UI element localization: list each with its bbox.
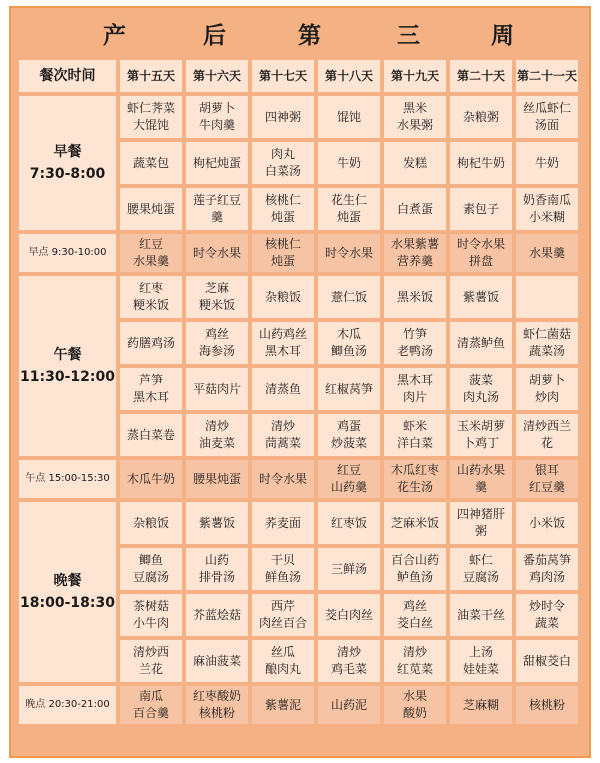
dish-cell: 丝瓜 酿肉丸 [252, 640, 314, 682]
header-day: 第十七天 [252, 60, 314, 92]
dish-cell: 山药鸡丝 黑木耳 [252, 322, 314, 364]
dish-cell: 牛奶 [318, 142, 380, 184]
dish-cell [516, 276, 578, 318]
meal-time-label-breakfast: 早餐 7:30-8:00 [19, 96, 116, 230]
dish-cell: 时令水果 [186, 234, 248, 272]
dish-cell: 肉丸 白菜汤 [252, 142, 314, 184]
dish-cell: 玉米胡萝 卜鸡丁 [450, 414, 512, 456]
title-char: 三 [397, 23, 421, 49]
dish-cell: 蔬菜包 [120, 142, 182, 184]
dish-cell: 油菜干丝 [450, 594, 512, 636]
dish-cell: 山药水果 羹 [450, 460, 512, 498]
dish-cell: 花生仁 炖蛋 [318, 188, 380, 230]
dish-cell: 炒时令 蔬菜 [516, 594, 578, 636]
dish-cell: 杂粮粥 [450, 96, 512, 138]
header-day: 第二十一天 [516, 60, 578, 92]
dish-cell: 杂粮饭 [252, 276, 314, 318]
dish-cell: 时令水果 拼盘 [450, 234, 512, 272]
dish-cell: 平菇肉片 [186, 368, 248, 410]
dish-cell: 鸡丝 海参汤 [186, 322, 248, 364]
dish-cell: 三鲜汤 [318, 548, 380, 590]
header-meal-time: 餐次时间 [19, 60, 116, 92]
dish-cell: 南瓜 百合羹 [120, 686, 182, 724]
header-day: 第十六天 [186, 60, 248, 92]
meal-time-label-snack3: 晚点 20:30-21:00 [19, 686, 116, 724]
dish-cell: 竹笋 老鸭汤 [384, 322, 446, 364]
dish-cell: 虾仁荠菜 大馄饨 [120, 96, 182, 138]
dish-cell: 枸杞牛奶 [450, 142, 512, 184]
dish-cell: 清蒸鱼 [252, 368, 314, 410]
meal-time-label-snack1: 早点 9:30-10:00 [19, 234, 116, 272]
dish-cell: 甜椒茭白 [516, 640, 578, 682]
dish-cell: 水果紫薯 营养羹 [384, 234, 446, 272]
dish-cell: 药膳鸡汤 [120, 322, 182, 364]
dish-cell: 芝麻糊 [450, 686, 512, 724]
dish-cell: 清炒 茼蒿菜 [252, 414, 314, 456]
header-day: 第十八天 [318, 60, 380, 92]
dish-cell: 番茄莴笋 鸡肉汤 [516, 548, 578, 590]
meal-time-label-snack2: 午点 15:00-15:30 [19, 460, 116, 498]
dish-cell: 薏仁饭 [318, 276, 380, 318]
meal-time-label-dinner: 晚餐 18:00-18:30 [19, 502, 116, 682]
dish-cell: 腰果炖蛋 [120, 188, 182, 230]
header-day: 第十九天 [384, 60, 446, 92]
dish-cell: 鸡蛋 炒菠菜 [318, 414, 380, 456]
dish-cell: 丝瓜虾仁 汤面 [516, 96, 578, 138]
dish-cell: 莲子红豆 羹 [186, 188, 248, 230]
dish-cell: 干贝 鲜鱼汤 [252, 548, 314, 590]
dish-cell: 山药 排骨汤 [186, 548, 248, 590]
dish-cell: 素包子 [450, 188, 512, 230]
dish-cell: 核桃仁 炖蛋 [252, 188, 314, 230]
dish-cell: 百合山药 鲈鱼汤 [384, 548, 446, 590]
dish-cell: 黑木耳 肉片 [384, 368, 446, 410]
dish-cell: 虾仁菌菇 蔬菜汤 [516, 322, 578, 364]
dish-cell: 鲫鱼 豆腐汤 [120, 548, 182, 590]
page-title [11, 8, 589, 54]
dish-cell: 清炒西 兰花 [120, 640, 182, 682]
meal-time-label-lunch: 午餐 11:30-12:00 [19, 276, 116, 456]
dish-cell: 上汤 娃娃菜 [450, 640, 512, 682]
dish-cell: 核桃粉 [516, 686, 578, 724]
dish-cell: 虾仁 豆腐汤 [450, 548, 512, 590]
dish-cell: 麻油菠菜 [186, 640, 248, 682]
dish-cell: 黑米饭 [384, 276, 446, 318]
dish-cell: 四神猪肝 粥 [450, 502, 512, 544]
dish-cell: 白煮蛋 [384, 188, 446, 230]
dish-cell: 清炒西兰 花 [516, 414, 578, 456]
title-char: 后 [203, 23, 227, 49]
dish-cell: 红椒莴笋 [318, 368, 380, 410]
dish-cell: 虾米 洋白菜 [384, 414, 446, 456]
dish-cell: 枸杞炖蛋 [186, 142, 248, 184]
dish-cell: 胡萝卜 炒肉 [516, 368, 578, 410]
title-char: 周 [491, 23, 515, 49]
dish-cell: 山药泥 [318, 686, 380, 724]
dish-cell: 腰果炖蛋 [186, 460, 248, 498]
dish-cell: 清炒 红苋菜 [384, 640, 446, 682]
dish-cell: 蒸白菜卷 [120, 414, 182, 456]
dish-cell: 茶树菇 小牛肉 [120, 594, 182, 636]
dish-cell: 清炒 油麦菜 [186, 414, 248, 456]
dish-cell: 红豆 水果羹 [120, 234, 182, 272]
dish-cell: 芥蓝烩菇 [186, 594, 248, 636]
dish-cell: 红枣 粳米饭 [120, 276, 182, 318]
dish-cell: 奶香南瓜 小米糊 [516, 188, 578, 230]
dish-cell: 馄饨 [318, 96, 380, 138]
dish-cell: 水果 酸奶 [384, 686, 446, 724]
dish-cell: 紫薯饭 [450, 276, 512, 318]
dish-cell: 木瓜红枣 花生汤 [384, 460, 446, 498]
dish-cell: 木瓜牛奶 [120, 460, 182, 498]
dish-cell: 清蒸鲈鱼 [450, 322, 512, 364]
dish-cell: 四神粥 [252, 96, 314, 138]
dish-cell: 西芹 肉丝百合 [252, 594, 314, 636]
dish-cell: 杂粮饭 [120, 502, 182, 544]
dish-cell: 银耳 红豆羹 [516, 460, 578, 498]
dish-cell: 红枣酸奶 核桃粉 [186, 686, 248, 724]
dish-cell: 时令水果 [252, 460, 314, 498]
dish-cell: 红枣饭 [318, 502, 380, 544]
title-char: 产 [103, 23, 127, 49]
dish-cell: 芦笋 黑木耳 [120, 368, 182, 410]
menu-table [17, 58, 580, 726]
dish-cell: 核桃仁 炖蛋 [252, 234, 314, 272]
dish-cell: 菠菜 肉丸汤 [450, 368, 512, 410]
dish-cell: 清炒 鸡毛菜 [318, 640, 380, 682]
dish-cell: 时令水果 [318, 234, 380, 272]
dish-cell: 小米饭 [516, 502, 578, 544]
dish-cell: 胡萝卜 牛肉羹 [186, 96, 248, 138]
menu-sheet [9, 6, 591, 758]
dish-cell: 黑米 水果粥 [384, 96, 446, 138]
header-day: 第十五天 [120, 60, 182, 92]
dish-cell: 发糕 [384, 142, 446, 184]
dish-cell: 紫薯饭 [186, 502, 248, 544]
header-day: 第二十天 [450, 60, 512, 92]
dish-cell: 木瓜 鲫鱼汤 [318, 322, 380, 364]
dish-cell: 芝麻 粳米饭 [186, 276, 248, 318]
dish-cell: 牛奶 [516, 142, 578, 184]
dish-cell: 芝麻米饭 [384, 502, 446, 544]
dish-cell: 茭白肉丝 [318, 594, 380, 636]
title-char: 第 [298, 23, 322, 49]
dish-cell: 红豆 山药羹 [318, 460, 380, 498]
dish-cell: 紫薯泥 [252, 686, 314, 724]
dish-cell: 鸡丝 茭白丝 [384, 594, 446, 636]
dish-cell: 水果羹 [516, 234, 578, 272]
dish-cell: 荞麦面 [252, 502, 314, 544]
